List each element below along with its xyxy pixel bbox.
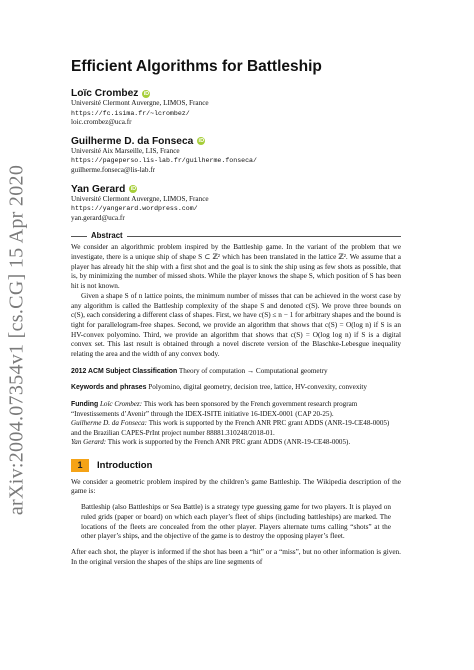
wikipedia-quote: Battleship (also Battleships or Sea Battle) is a strategy type guessing game for two players. It is played on ruled grids (paper or board) on which each player’s fleet of ships (including battleships) are marked. The locations of the fleets are concealed from the other player. Players alternate turns calling “shots” at the other player’s ships, and the objective of the game is to destroy the opposing player’s fleet. <box>81 503 391 541</box>
author-block <box>71 88 401 128</box>
abstract-rule-left <box>71 236 87 237</box>
author-name: Loïc Crombez <box>71 88 139 99</box>
orcid-icon[interactable]: iD <box>130 186 137 193</box>
keywords <box>71 383 401 393</box>
funding-text: This work is supported by the French ANR PRC grant ADDS (ANR-19-CE48-0005). <box>106 438 351 447</box>
funding-text: This work is supported by the French ANR PRC grant ADDS (ANR-19-CE48-0005) and the Brazilian CAPES-PrInt project number 88881.310248/2018-01. <box>71 419 390 437</box>
intro-paragraph: We consider a geometric problem inspired by the children’s game Battleship. The Wikipedia description of the game is: <box>71 477 401 496</box>
acm-classification <box>71 367 401 377</box>
intro-paragraph: After each shot, the player is informed if the shot has been a “hit” or a “miss”, but no other information is given. In the original version the shapes of the ships are line segments of <box>71 547 401 566</box>
abstract-label: Abstract <box>91 231 123 241</box>
keywords-text: Polyomino, digital geometry, decision tree, lattice, HV-convexity, convexity <box>148 383 368 392</box>
author-affiliation: Université Aix Marseille, LIS, France <box>71 146 180 155</box>
author-block <box>71 184 401 224</box>
abstract-paragraph: Given a shape S of n lattice points, the minimum number of misses that can be achieved in the worst case by any algorithm is called the Battleship complexity of the shape S and denoted c(S). We prove three bounds on c(S), each considering a different class of shapes. First, we have c(S) ≤ n − 1 for arbitrary shapes and the bound is tight for parallelogram-free shapes. Second, we provide an algorithm that shows that c(S) = O(log n) if S is an HV-convex polyomino. Third, we provide an algorithm that shows that c(S) = O(log log n) if S is a digital convex set. This last result is obtained through a novel discrete version of the Blaschke-Lebesgue inequality relating the area and the width of any convex body. <box>71 291 401 359</box>
author-email[interactable]: yan.gerard@uca.fr <box>71 213 125 222</box>
arxiv-sidebar <box>4 150 30 530</box>
funding-block <box>71 400 401 448</box>
funding-label: Funding <box>71 401 99 409</box>
author-email[interactable]: guilherme.fonseca@lis-lab.fr <box>71 165 156 174</box>
funding-author: Loïc Crombez: <box>99 400 143 409</box>
acm-label: 2012 ACM Subject Classification <box>71 367 178 375</box>
section-heading <box>71 459 401 472</box>
paper-title: Efficient Algorithms for Battleship <box>71 58 322 75</box>
section-number-badge: 1 <box>71 459 89 472</box>
keywords-label: Keywords and phrases <box>71 384 147 392</box>
funding-author: Guilherme D. da Fonseca: <box>71 419 148 428</box>
author-url-link[interactable]: https://fc.isima.fr/~lcrombez/ <box>71 109 190 117</box>
author-affiliation: Université Clermont Auvergne, LIMOS, France <box>71 99 209 107</box>
orcid-icon[interactable]: iD <box>198 138 205 145</box>
author-email[interactable]: loic.crombez@uca.fr <box>71 118 132 127</box>
author-name: Guilherme D. da Fonseca <box>71 135 194 147</box>
author-url-link[interactable]: https://pageperso.lis-lab.fr/guilherme.fonseca/ <box>71 157 257 165</box>
acm-text: Theory of computation → Computational geometry <box>178 366 328 375</box>
author-affiliation: Université Clermont Auvergne, LIMOS, France <box>71 194 209 203</box>
abstract-paragraph: We consider an algorithmic problem inspired by the Battleship game. In the variant of the problem that we investigate, there is a unique ship of shape S ⊂ ℤ² which has been translated in the lattice ℤ². We assume that a player has already hit the ship with a first shot and the goal is to sink the ship using as few shots as possible, that is, by minimizing the number of missed shots. While the player knows the shape S, which position of S has been hit is not known. <box>71 243 401 291</box>
author-block <box>71 136 401 176</box>
arxiv-identifier: arXiv:2004.07354v1 [cs.CG] 15 Apr 2020 <box>5 164 28 516</box>
orcid-icon[interactable]: iD <box>143 90 150 97</box>
author-url-link[interactable]: https://yangerard.wordpress.com/ <box>71 205 198 213</box>
abstract-header <box>71 231 401 240</box>
author-name: Yan Gerard <box>71 183 126 195</box>
section-title: Introduction <box>97 459 153 471</box>
funding-author: Yan Gerard: <box>71 438 107 447</box>
paper-page <box>71 58 401 567</box>
funding-text: This work has been sponsored by the French government research program “Investissements d’Avenir” through the IDEX-ISITE initiative 16-IDEX-0001 (CAP 20-25). <box>71 400 358 418</box>
abstract-rule-right <box>127 236 401 237</box>
